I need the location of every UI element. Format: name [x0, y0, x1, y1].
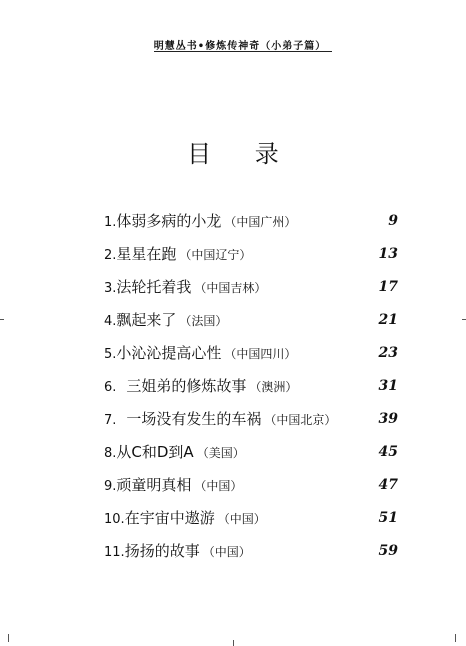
toc-page-number: 13 [378, 246, 398, 262]
toc-region: （中国辽宁） [179, 248, 252, 262]
toc-number: 7. [104, 413, 117, 428]
crop-mark-bottom-center [233, 640, 234, 646]
toc-number: 2. [104, 248, 117, 263]
toc-page-number: 47 [378, 477, 398, 493]
toc-region: （美国） [196, 446, 245, 460]
toc-region: （中国吉林） [194, 281, 267, 295]
toc-entry[interactable] [104, 340, 404, 373]
toc-page-number: 59 [378, 543, 398, 559]
toc-region: （中国） [202, 545, 251, 559]
toc-page-number: 51 [378, 510, 398, 526]
toc-page-number: 21 [378, 312, 398, 328]
toc-region: （法国） [179, 314, 228, 328]
table-of-contents [104, 208, 404, 571]
toc-number: 10. [104, 512, 125, 527]
toc-entry[interactable] [104, 274, 404, 307]
crop-mark-bottom-right [455, 634, 456, 642]
toc-number: 9. [104, 479, 117, 494]
toc-title: 顽童明真相 [116, 476, 192, 494]
toc-region: （中国四川） [224, 347, 297, 361]
toc-entry[interactable] [104, 208, 404, 241]
toc-page-number: 39 [378, 411, 398, 427]
header-rule [154, 51, 332, 52]
toc-title: 在宇宙中遨游 [124, 509, 215, 527]
toc-title: 扬扬的故事 [124, 542, 200, 560]
toc-page-number: 17 [378, 279, 398, 295]
toc-title: 从C和D到A [116, 443, 194, 461]
toc-entry[interactable] [104, 373, 404, 406]
toc-number: 5. [104, 347, 117, 362]
toc-page-number: 45 [378, 444, 398, 460]
toc-number: 3. [104, 281, 117, 296]
toc-number: 11. [104, 545, 125, 560]
crop-mark-right [462, 319, 466, 320]
toc-entry[interactable] [104, 406, 404, 439]
toc-entry[interactable] [104, 439, 404, 472]
crop-mark-bottom-left [8, 634, 9, 642]
toc-region: （中国北京） [264, 413, 337, 427]
toc-page-number: 31 [378, 378, 398, 394]
toc-entry[interactable] [104, 538, 404, 571]
toc-title: 小沁沁提高心性 [116, 344, 222, 362]
toc-region: （中国） [217, 512, 266, 526]
toc-title: 体弱多病的小龙 [116, 212, 222, 230]
toc-title: 三姐弟的修炼故事 [126, 377, 247, 395]
toc-region: （中国广州） [224, 215, 297, 229]
page-title: 目 录 [187, 140, 297, 168]
toc-title: 飘起来了 [116, 311, 177, 329]
toc-number: 4. [104, 314, 117, 329]
toc-number: 6. [104, 380, 117, 395]
toc-number: 8. [104, 446, 117, 461]
toc-region: （澳洲） [249, 380, 298, 394]
toc-title: 一场没有发生的车祸 [126, 410, 262, 428]
toc-page-number: 23 [378, 345, 398, 361]
toc-entry[interactable] [104, 472, 404, 505]
crop-mark-left [0, 319, 4, 320]
toc-page-number: 9 [388, 213, 398, 229]
toc-title: 星星在跑 [116, 245, 177, 263]
toc-title: 法轮托着我 [116, 278, 192, 296]
running-header: 明慧丛书•修炼传神奇（小弟子篇） [153, 41, 327, 52]
toc-region: （中国） [194, 479, 243, 493]
toc-entry[interactable] [104, 307, 404, 340]
toc-entry[interactable] [104, 505, 404, 538]
toc-entry[interactable] [104, 241, 404, 274]
toc-number: 1. [104, 215, 117, 230]
